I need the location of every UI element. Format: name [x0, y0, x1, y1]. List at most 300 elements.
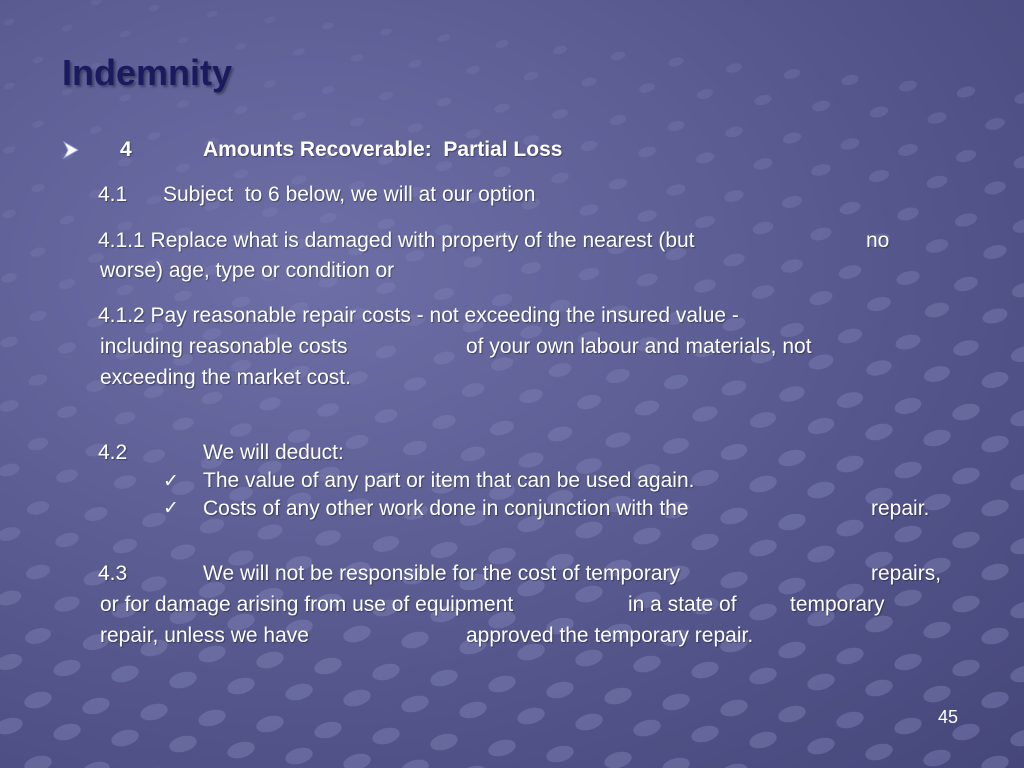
- background-dot: [89, 125, 103, 135]
- background-dot: [805, 735, 836, 757]
- background-dot: [52, 657, 83, 679]
- background-dot: [432, 349, 456, 366]
- bullet-item-end: repair.: [871, 497, 930, 520]
- background-dot: [350, 53, 364, 63]
- background-dot: [373, 407, 399, 425]
- background-dot: [834, 453, 865, 475]
- background-dot: [892, 587, 923, 609]
- background-dot: [950, 593, 981, 615]
- background-dot: [631, 525, 662, 547]
- background-dot: [428, 731, 459, 753]
- background-dot: [517, 450, 545, 470]
- background-dot: [264, 16, 276, 25]
- background-dot: [984, 116, 1006, 132]
- background-dot: [776, 511, 807, 533]
- background-dot: [399, 757, 430, 768]
- background-dot: [776, 639, 807, 661]
- background-dot: [283, 681, 314, 703]
- background-dot: [921, 683, 952, 705]
- background-dot: [838, 200, 862, 217]
- background-dot: [892, 651, 923, 673]
- background-dot: [0, 715, 25, 737]
- background-dot: [718, 761, 749, 768]
- background-dot: [1010, 280, 1024, 300]
- background-dot: [806, 415, 836, 436]
- background-dot: [22, 689, 53, 711]
- background-dot: [433, 286, 455, 302]
- background-dot: [810, 162, 832, 178]
- background-dot: [370, 725, 401, 747]
- section-4-1-number: 4.1: [98, 183, 128, 206]
- background-dot: [371, 533, 401, 554]
- background-dot: [493, 102, 510, 114]
- background-dot: [898, 79, 918, 93]
- background-dot: [979, 497, 1010, 519]
- background-dot: [58, 277, 76, 290]
- background-dot: [171, 415, 195, 432]
- background-dot: [341, 751, 372, 768]
- background-dot: [863, 677, 894, 699]
- background-dot: [725, 62, 743, 75]
- background-dot: [863, 741, 894, 763]
- background-dot: [983, 179, 1007, 196]
- background-dot: [225, 675, 256, 697]
- background-dot: [602, 685, 633, 707]
- background-dot: [635, 271, 659, 288]
- background-dot: [0, 462, 21, 479]
- background-dot: [379, 27, 393, 37]
- background-dot: [3, 18, 15, 27]
- background-dot: [868, 168, 891, 184]
- background-dot: [893, 395, 923, 417]
- background-dot: [805, 671, 836, 693]
- background-dot: [922, 363, 952, 384]
- background-dot: [341, 687, 372, 709]
- background-dot: [113, 410, 136, 427]
- background-dot: [544, 679, 575, 701]
- background-dot: [952, 274, 979, 293]
- background-dot: [979, 625, 1010, 647]
- background-dot: [864, 421, 895, 443]
- background-dot: [56, 404, 79, 420]
- background-dot: [29, 246, 46, 258]
- background-dot: [811, 99, 831, 113]
- background-dot: [31, 119, 44, 128]
- background-dot: [840, 73, 859, 87]
- background-dot: [319, 211, 338, 224]
- background-dot: [602, 749, 633, 768]
- background-dot: [429, 539, 459, 561]
- background-dot: [316, 401, 341, 419]
- background-dot: [57, 341, 78, 356]
- background-dot: [979, 689, 1010, 711]
- background-dot: [724, 125, 744, 139]
- background-dot: [633, 398, 661, 418]
- background-dot: [982, 243, 1008, 262]
- background-dot: [523, 70, 539, 82]
- background-dot: [897, 142, 919, 158]
- background-dot: [666, 119, 685, 133]
- background-dot: [580, 76, 597, 88]
- background-dot: [55, 467, 80, 485]
- background-dot: [573, 519, 604, 541]
- background-dot: [608, 177, 629, 192]
- background-dot: [138, 701, 169, 723]
- background-dot: [378, 90, 394, 101]
- background-dot: [431, 413, 457, 432]
- background-dot: [805, 479, 836, 501]
- background-dot: [955, 148, 978, 164]
- section-4-3-line1-end: repairs,: [871, 562, 942, 585]
- background-dot: [1011, 217, 1024, 235]
- section-4-1-2-line1: 4.1.2 Pay reasonable repair costs - not exceeding the insured value -: [98, 304, 739, 327]
- background-dot: [225, 739, 256, 761]
- background-dot: [146, 194, 163, 206]
- background-dot: [486, 673, 517, 695]
- background-dot: [233, 168, 250, 180]
- background-dot: [577, 266, 600, 282]
- background-dot: [834, 645, 865, 667]
- background-dot: [321, 85, 336, 96]
- background-dot: [778, 384, 807, 405]
- background-dot: [0, 398, 20, 414]
- background-dot: [748, 410, 777, 431]
- background-dot: [2, 145, 16, 155]
- background-dot: [291, 111, 306, 122]
- background-dot: [437, 33, 451, 43]
- background-dot: [892, 715, 923, 737]
- background-dot: [147, 131, 162, 141]
- background-dot: [1009, 343, 1024, 364]
- background-dot: [609, 113, 628, 126]
- background-dot: [80, 695, 111, 717]
- background-dot: [631, 717, 662, 739]
- background-dot: [167, 733, 198, 755]
- background-dot: [689, 723, 720, 745]
- section-4-3-line2-end: temporary: [790, 593, 885, 616]
- background-dot: [637, 145, 657, 159]
- background-dot: [167, 669, 198, 691]
- background-dot: [0, 525, 22, 543]
- background-dot: [27, 372, 48, 387]
- background-dot: [894, 332, 922, 352]
- background-dot: [0, 335, 19, 349]
- background-dot: [30, 183, 45, 194]
- background-dot: [980, 369, 1010, 391]
- background-dot: [313, 528, 342, 549]
- background-dot: [169, 542, 197, 562]
- section-4-3-line2-mid: in a state of: [628, 593, 737, 616]
- background-dot: [292, 47, 305, 57]
- background-dot: [263, 79, 277, 89]
- background-dot: [494, 39, 509, 50]
- section-4-1-2-line3: exceeding the market cost.: [100, 366, 351, 389]
- background-dot: [834, 517, 865, 539]
- section-4-1-1-line1-end: no: [866, 229, 890, 252]
- background-dot: [660, 755, 691, 768]
- background-dot: [895, 269, 921, 288]
- background-dot: [747, 601, 778, 623]
- background-dot: [1008, 727, 1024, 749]
- background-dot: [638, 82, 656, 95]
- background-dot: [349, 116, 365, 127]
- background-dot: [836, 326, 864, 346]
- background-dot: [115, 283, 134, 297]
- background-dot: [25, 499, 50, 517]
- background-dot: [979, 433, 1010, 455]
- background-dot: [782, 131, 803, 146]
- background-dot: [488, 418, 515, 437]
- background-dot: [926, 110, 948, 125]
- background-dot: [59, 214, 75, 226]
- background-dot: [923, 300, 951, 320]
- background-dot: [896, 205, 920, 222]
- background-dot: [312, 655, 343, 677]
- background-dot: [235, 42, 248, 51]
- bullet-item: The value of any part or item that can be used again.: [203, 469, 695, 492]
- background-dot: [667, 56, 684, 68]
- background-dot: [925, 174, 949, 191]
- section-4-2-text: We will deduct:: [203, 441, 344, 464]
- background-dot: [547, 361, 573, 379]
- background-dot: [374, 344, 398, 361]
- background-dot: [83, 505, 109, 524]
- background-dot: [636, 208, 658, 224]
- background-dot: [550, 171, 570, 185]
- background-dot: [747, 665, 778, 687]
- background-dot: [662, 372, 689, 392]
- background-dot: [229, 421, 254, 439]
- background-dot: [578, 202, 599, 217]
- background-dot: [776, 703, 807, 725]
- background-dot: [176, 99, 190, 109]
- background-dot: [3, 82, 15, 91]
- background-dot: [492, 165, 511, 179]
- background-dot: [408, 59, 423, 70]
- background-dot: [1008, 599, 1024, 621]
- background-dot: [777, 447, 808, 469]
- background-dot: [254, 713, 285, 735]
- background-dot: [175, 162, 191, 173]
- background-dot: [54, 531, 81, 550]
- background-dot: [90, 0, 102, 6]
- background-dot: [341, 623, 372, 645]
- background-dot: [1, 208, 17, 219]
- section-4-1-2-line2: including reasonable costs: [100, 335, 348, 358]
- background-dot: [459, 444, 487, 464]
- section-4-3-line1: We will not be responsible for the cost of temporary: [203, 562, 681, 585]
- background-dot: [0, 651, 24, 672]
- background-dot: [950, 401, 981, 423]
- background-dot: [866, 294, 893, 313]
- background-dot: [140, 574, 169, 595]
- background-dot: [177, 36, 189, 45]
- background-dot: [462, 254, 484, 269]
- background-dot: [399, 629, 430, 651]
- background-dot: [573, 583, 604, 605]
- arrow-bullet-icon: [63, 141, 79, 159]
- background-dot: [1012, 154, 1024, 171]
- background-dot: [1008, 471, 1024, 493]
- background-dot: [196, 707, 227, 729]
- background-dot: [604, 430, 633, 450]
- background-dot: [460, 381, 486, 399]
- background-dot: [312, 719, 343, 741]
- background-dot: [109, 727, 140, 749]
- background-dot: [234, 105, 249, 115]
- background-dot: [32, 56, 44, 65]
- background-dot: [892, 523, 923, 545]
- background-dot: [22, 753, 53, 768]
- background-dot: [924, 237, 950, 255]
- background-dot: [718, 505, 749, 527]
- background-dot: [808, 289, 834, 308]
- background-dot: [23, 626, 52, 647]
- background-dot: [518, 387, 544, 406]
- background-dot: [546, 424, 574, 444]
- bullet-item: Costs of any other work done in conjunction with the: [203, 497, 689, 520]
- background-dot: [865, 358, 894, 379]
- background-dot: [1008, 407, 1024, 429]
- background-dot: [256, 522, 284, 542]
- background-dot: [720, 378, 748, 398]
- background-dot: [457, 763, 488, 768]
- background-dot: [579, 139, 598, 153]
- background-dot: [665, 182, 686, 197]
- background-dot: [752, 156, 773, 171]
- background-dot: [979, 753, 1010, 768]
- background-dot: [723, 188, 745, 204]
- background-dot: [261, 206, 279, 219]
- background-dot: [0, 272, 18, 285]
- background-dot: [694, 214, 717, 230]
- background-dot: [781, 194, 804, 210]
- background-dot: [53, 594, 82, 614]
- background-dot: [809, 225, 833, 242]
- section-4-1-2-line2-end: of your own labour and materials, not: [466, 335, 812, 358]
- background-dot: [118, 93, 131, 102]
- background-dot: [837, 263, 863, 281]
- background-dot: [24, 562, 51, 581]
- background-dot: [28, 309, 47, 323]
- background-dot: [370, 661, 401, 683]
- background-dot: [403, 375, 428, 393]
- background-dot: [695, 151, 716, 166]
- background-dot: [722, 251, 746, 268]
- background-dot: [718, 569, 749, 591]
- background-dot: [605, 367, 632, 386]
- background-dot: [981, 306, 1009, 326]
- section-4-number: 4: [120, 138, 132, 161]
- checkmark-icon: ✓: [163, 471, 179, 492]
- section-4-3-number: 4.3: [98, 562, 128, 585]
- background-dot: [783, 67, 802, 80]
- background-dot: [258, 395, 282, 412]
- background-dot: [979, 561, 1010, 583]
- background-dot: [407, 122, 424, 134]
- background-dot: [892, 459, 923, 481]
- background-dot: [61, 24, 73, 33]
- section-4-2-number: 4.2: [98, 441, 128, 464]
- background-dot: [950, 657, 981, 679]
- background-dot: [693, 277, 718, 295]
- background-dot: [80, 759, 111, 768]
- background-dot: [573, 647, 604, 669]
- background-dot: [402, 438, 429, 457]
- background-dot: [119, 30, 131, 39]
- background-dot: [950, 529, 981, 551]
- background-dot: [173, 289, 193, 303]
- background-dot: [689, 531, 720, 553]
- background-dot: [344, 433, 370, 452]
- background-dot: [780, 257, 805, 275]
- background-dot: [254, 649, 285, 671]
- background-dot: [1013, 90, 1024, 105]
- background-dot: [869, 105, 890, 120]
- section-4-1-1-line1: 4.1.1 Replace what is damaged with property of the nearest (but: [98, 229, 695, 252]
- background-dot: [465, 64, 481, 75]
- background-dot: [921, 619, 952, 641]
- background-dot: [719, 441, 749, 462]
- slide-title: Indemnity: [62, 52, 233, 93]
- background-dot: [951, 338, 980, 359]
- background-dot: [661, 436, 690, 457]
- background-dot: [26, 436, 49, 453]
- section-4-1-text: Subject to 6 below, we will at our option: [163, 183, 536, 206]
- background-dot: [200, 390, 223, 407]
- background-dot: [573, 711, 604, 733]
- background-dot: [515, 705, 546, 727]
- background-dot: [486, 737, 517, 759]
- section-4-1-1-line2: worse) age, type or condition or: [100, 259, 395, 282]
- background-dot: [691, 404, 720, 424]
- section-4-heading: Amounts Recoverable: Partial Loss: [203, 138, 563, 161]
- background-dot: [457, 699, 488, 721]
- background-dot: [109, 663, 140, 685]
- background-dot: [520, 260, 542, 276]
- background-dot: [322, 21, 335, 30]
- background-dot: [544, 743, 575, 765]
- background-dot: [436, 96, 452, 108]
- background-dot: [206, 10, 218, 19]
- background-dot: [921, 747, 952, 768]
- background-dot: [747, 729, 778, 751]
- background-dot: [953, 211, 978, 229]
- background-dot: [148, 4, 160, 13]
- background-dot: [835, 389, 865, 410]
- background-dot: [283, 745, 314, 767]
- background-dot: [805, 543, 836, 565]
- checkmark-icon: ✓: [163, 498, 179, 519]
- background-dot: [660, 691, 691, 713]
- background-dot: [610, 50, 627, 62]
- background-dot: [718, 697, 749, 719]
- background-dot: [399, 693, 430, 715]
- background-dot: [142, 447, 167, 465]
- background-dot: [750, 283, 775, 301]
- section-4-3-line3: repair, unless we have: [100, 624, 309, 647]
- background-dot: [0, 588, 23, 608]
- background-dot: [51, 721, 82, 743]
- background-dot: [1008, 663, 1024, 685]
- background-dot: [689, 659, 720, 681]
- background-dot: [839, 136, 861, 151]
- background-dot: [950, 465, 981, 487]
- background-dot: [1008, 535, 1024, 557]
- section-4-3-line3-end: approved the temporary repair.: [466, 624, 754, 647]
- background-dot: [631, 653, 662, 675]
- background-dot: [551, 108, 569, 121]
